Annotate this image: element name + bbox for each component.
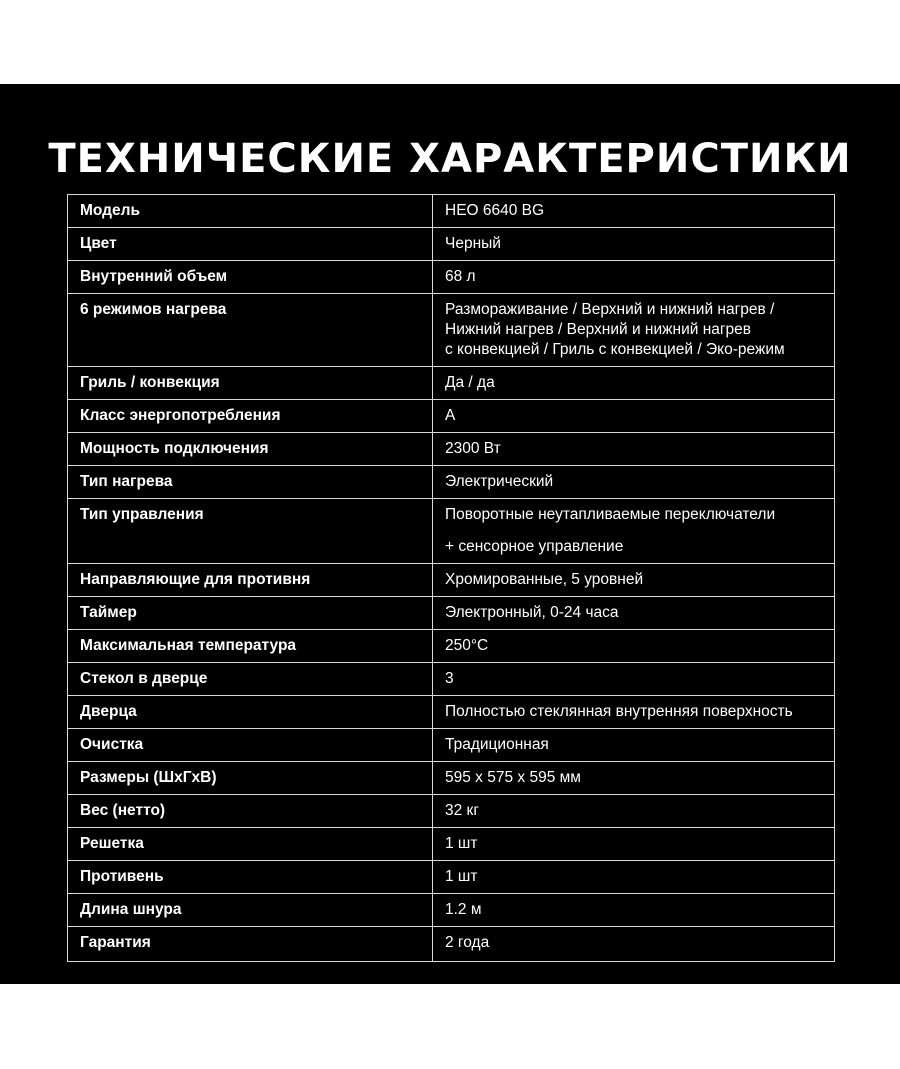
spec-label: Гриль / конвекция — [68, 367, 433, 400]
spec-value-line: 1 шт — [445, 835, 478, 852]
spec-label: Тип нагрева — [68, 466, 433, 499]
spec-table-body — [68, 195, 835, 962]
table-row — [68, 294, 835, 367]
spec-label: Таймер — [68, 597, 433, 630]
spec-value-line: 2300 Вт — [445, 440, 501, 457]
spec-value — [433, 564, 835, 597]
table-row — [68, 663, 835, 696]
spec-value-line: + сенсорное управление — [445, 538, 624, 555]
spec-value — [433, 597, 835, 630]
spec-label: Тип управления — [68, 499, 433, 564]
spec-value-line: 250°C — [445, 637, 489, 654]
spec-value-line: Черный — [445, 235, 501, 252]
spec-label: Размеры (ШхГхВ) — [68, 762, 433, 795]
table-row — [68, 564, 835, 597]
spec-value-line: Да / да — [445, 374, 495, 391]
spec-value-line: 3 — [445, 670, 454, 687]
spec-label: Направляющие для противня — [68, 564, 433, 597]
spec-value-line: 68 л — [445, 268, 476, 285]
spec-label: Дверца — [68, 696, 433, 729]
spec-value — [433, 228, 835, 261]
spec-value-line: Полностью стеклянная внутренняя поверхность — [445, 703, 793, 720]
spec-label: 6 режимов нагрева — [68, 294, 433, 367]
spec-value-line: 595 x 575 x 595 мм — [445, 769, 581, 786]
table-row — [68, 795, 835, 828]
spec-value-line: A — [445, 407, 456, 424]
spec-label: Внутренний объем — [68, 261, 433, 294]
spec-value — [433, 294, 835, 367]
table-row — [68, 894, 835, 927]
spec-value-line: HEO 6640 BG — [445, 202, 545, 219]
spec-value — [433, 663, 835, 696]
spec-value — [433, 729, 835, 762]
spec-value-line: Поворотные неутапливаемые переключатели — [445, 506, 776, 523]
spec-value-line: Электронный, 0-24 часа — [445, 604, 619, 621]
spec-label: Вес (нетто) — [68, 795, 433, 828]
spec-value — [433, 433, 835, 466]
spec-label: Гарантия — [68, 927, 433, 962]
table-row — [68, 195, 835, 228]
table-row — [68, 828, 835, 861]
page-title: ТЕХНИЧЕСКИЕ ХАРАКТЕРИСТИКИ — [48, 136, 852, 182]
spec-label: Цвет — [68, 228, 433, 261]
spec-table — [67, 194, 835, 962]
spec-value — [433, 927, 835, 962]
table-row — [68, 228, 835, 261]
spec-value — [433, 828, 835, 861]
spec-label: Мощность подключения — [68, 433, 433, 466]
spec-value — [433, 400, 835, 433]
table-row — [68, 696, 835, 729]
table-row — [68, 762, 835, 795]
spec-value — [433, 367, 835, 400]
table-row — [68, 597, 835, 630]
table-row — [68, 466, 835, 499]
spec-value — [433, 499, 835, 564]
spec-value — [433, 261, 835, 294]
spec-value-line: Хромированные, 5 уровней — [445, 571, 644, 588]
spec-value-line: Электрический — [445, 473, 554, 490]
spec-value-line: 32 кг — [445, 802, 479, 819]
spec-label: Решетка — [68, 828, 433, 861]
spec-label: Длина шнура — [68, 894, 433, 927]
spec-label: Максимальная температура — [68, 630, 433, 663]
spec-value — [433, 762, 835, 795]
table-row — [68, 433, 835, 466]
spec-value — [433, 696, 835, 729]
table-row — [68, 400, 835, 433]
spec-label: Стекол в дверце — [68, 663, 433, 696]
spec-value — [433, 894, 835, 927]
spec-value — [433, 195, 835, 228]
spec-value-line: Размораживание / Верхний и нижний нагрев / — [445, 301, 775, 318]
spec-value-line: с конвекцией / Гриль с конвекцией / Эко-режим — [445, 341, 785, 358]
table-row — [68, 861, 835, 894]
spec-label: Модель — [68, 195, 433, 228]
spec-label: Класс энергопотребления — [68, 400, 433, 433]
spec-value — [433, 466, 835, 499]
table-row — [68, 261, 835, 294]
spec-label: Противень — [68, 861, 433, 894]
table-row — [68, 367, 835, 400]
table-row — [68, 927, 835, 962]
spec-value-line: Нижний нагрев / Верхний и нижний нагрев — [445, 321, 752, 338]
spec-value — [433, 861, 835, 894]
spec-value-line: 1.2 м — [445, 901, 482, 918]
spec-value — [433, 630, 835, 663]
table-row — [68, 630, 835, 663]
spec-value-line: 1 шт — [445, 868, 478, 885]
spec-label: Очистка — [68, 729, 433, 762]
spec-value-line: Традиционная — [445, 736, 549, 753]
table-row — [68, 499, 835, 564]
spec-value-line: 2 года — [445, 934, 490, 951]
spec-value — [433, 795, 835, 828]
table-row — [68, 729, 835, 762]
